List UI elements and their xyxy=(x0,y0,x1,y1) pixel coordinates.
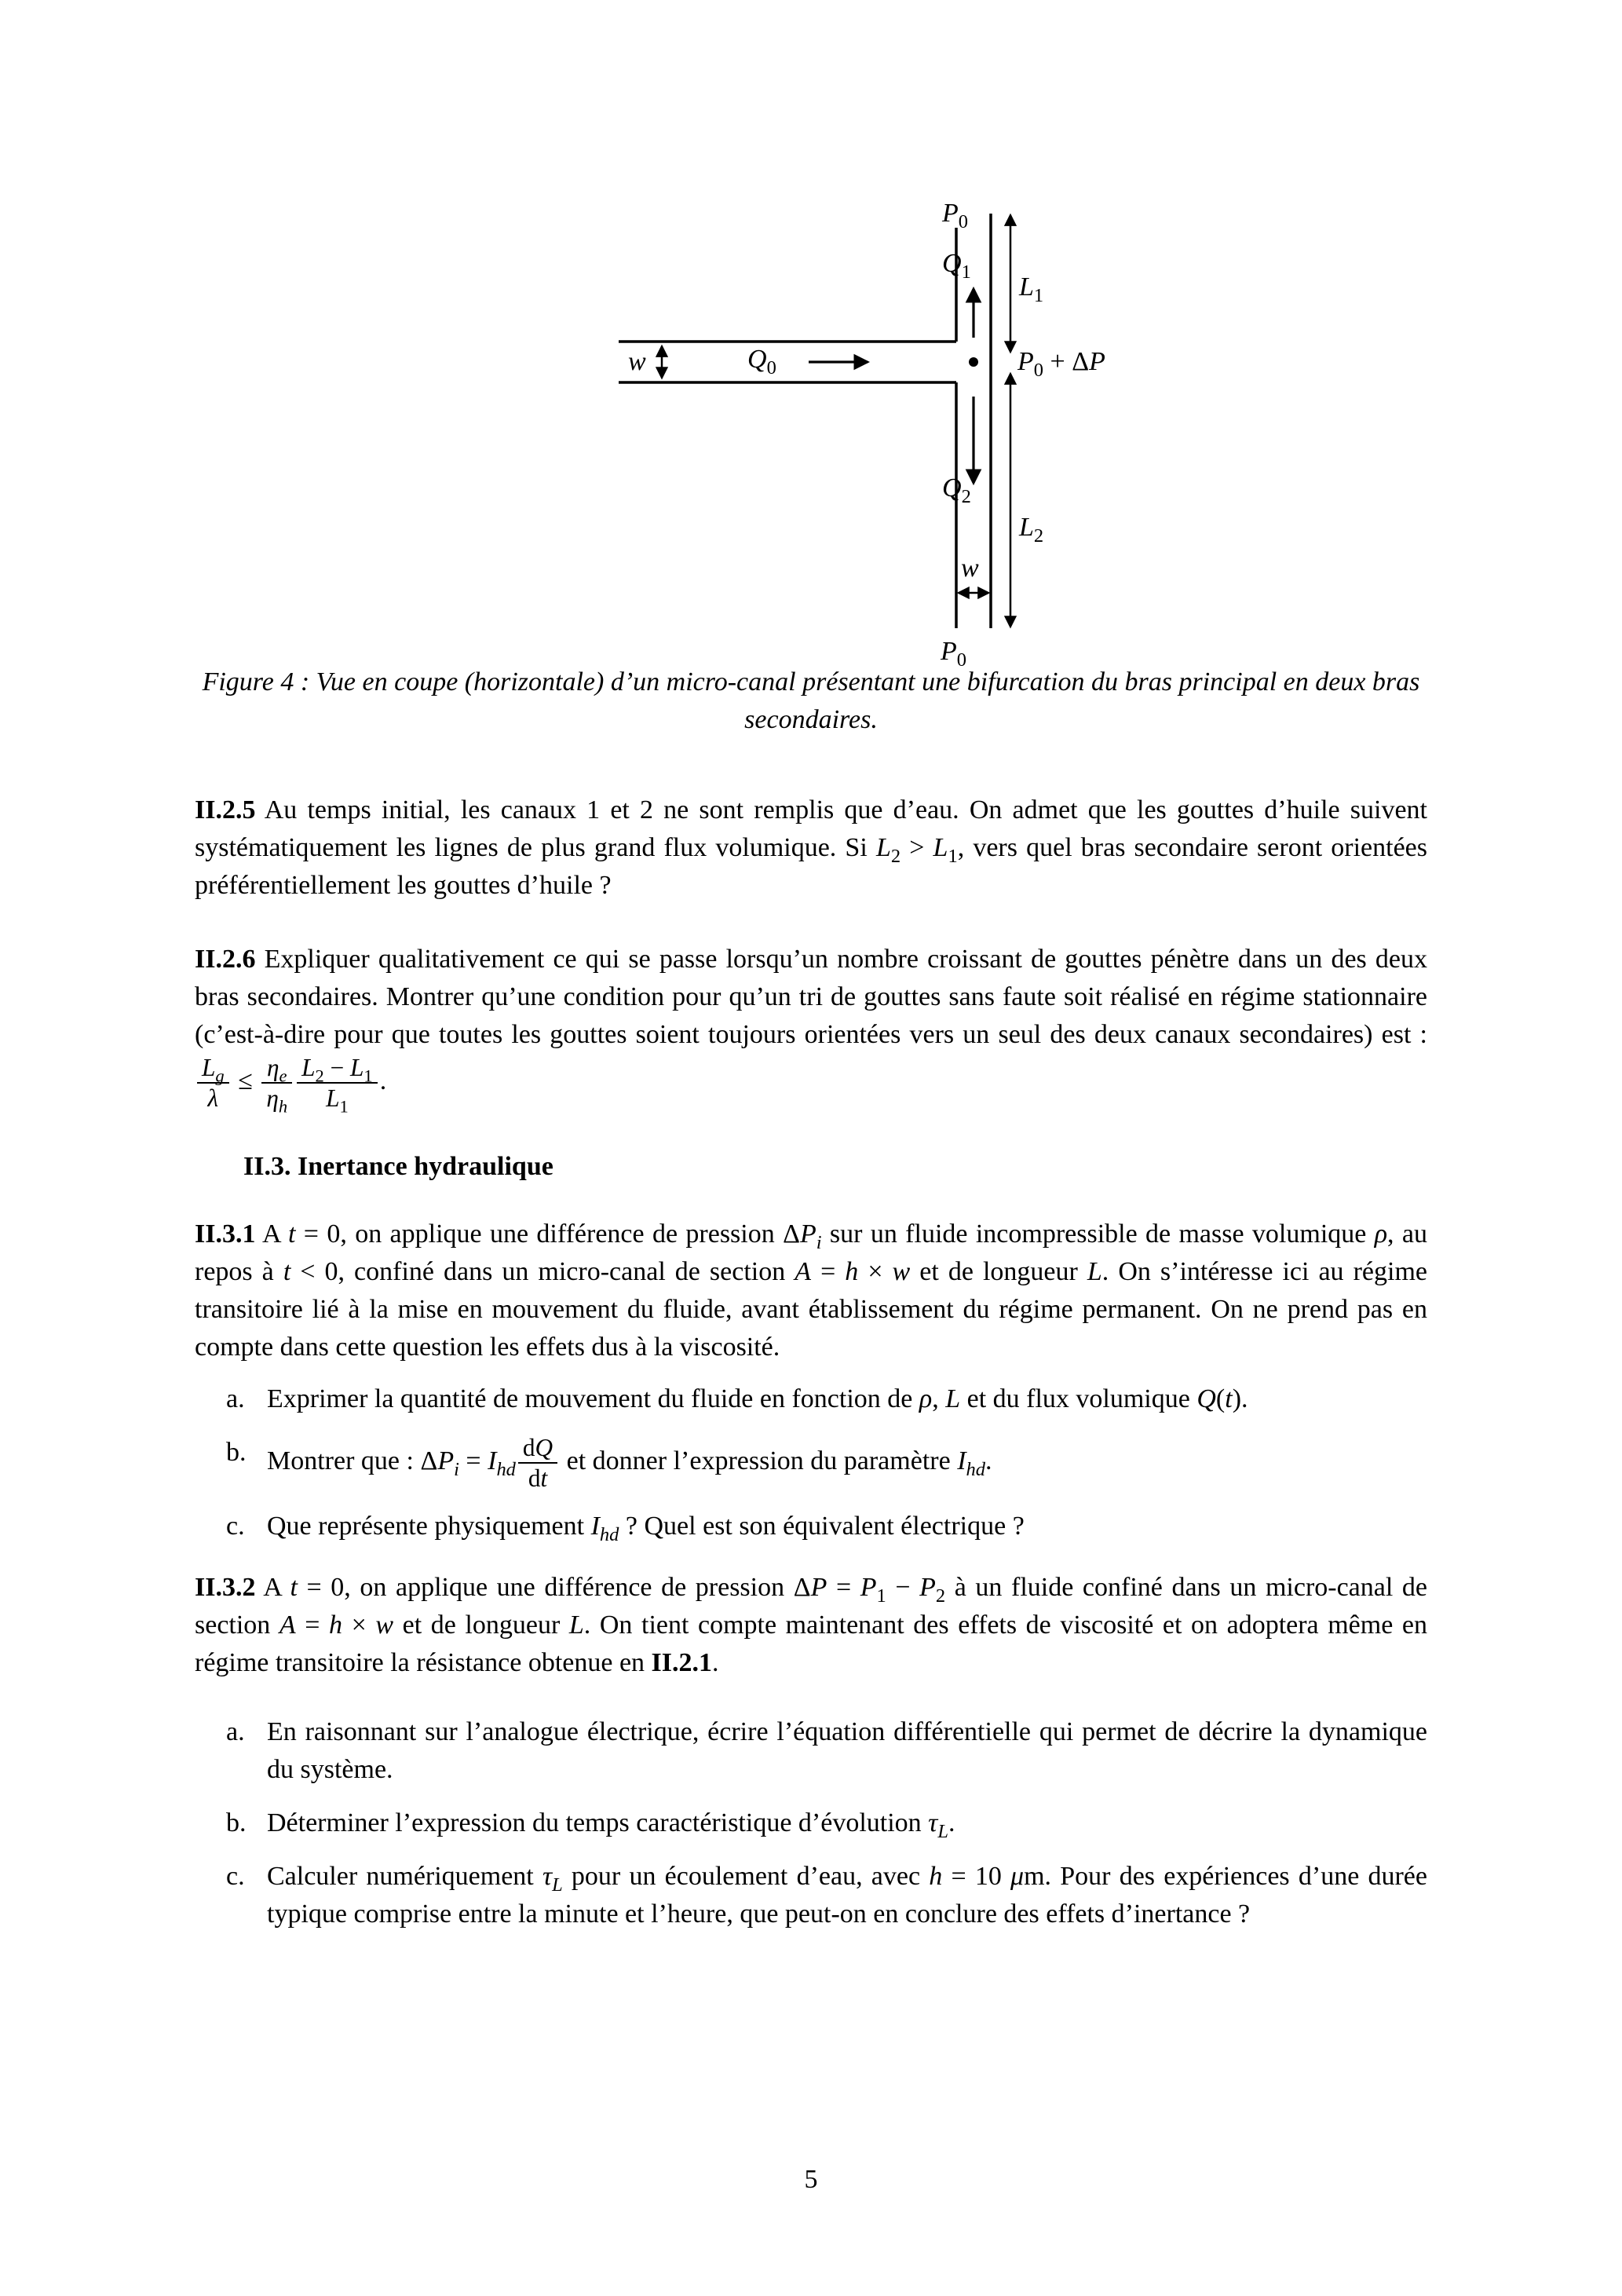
label-length-l2: $L_2$ xyxy=(1019,513,1044,547)
list-item-marker: a. xyxy=(226,1717,245,1747)
list-item-text: En raisonnant sur l’analogue électrique, écrire l’équation différentielle qui permet de décrire la dynamique du système. xyxy=(267,1717,1427,1785)
list-item-II31-c xyxy=(195,1508,1427,1545)
list-item-text: Montrer que : $\Delta P_i = I_{hd}$ $\frac{dQ}{dt}$ et donner l’expression du paramètre $I_{hd}$. xyxy=(267,1434,992,1493)
question-II32: II.3.2 A t = 0, on applique une différence de pression $\Delta P = P_1 - P_2$ à un fluide confiné dans un micro-canal de section A = h × w et de longueur L. On tient compte maintenant des effets de viscosité et on adoptera même en régime transitoire la résistance obtenue en II.2.1. xyxy=(195,1573,1427,1678)
channel-walls xyxy=(619,214,991,628)
label-flow-q0: $Q_0$ xyxy=(747,345,776,378)
list-item-text: Que représente physiquement $I_{hd}$ ? Quel est son équivalent électrique ? xyxy=(267,1512,1025,1545)
label-length-l1: $L_1$ xyxy=(1019,272,1044,306)
label-flow-q1: $Q_1$ xyxy=(942,249,971,283)
figure-4-diagram xyxy=(0,0,1622,671)
list-item-text: Calculer numériquement $\tau_L$ pour un écoulement d’eau, avec h = 10 μm. Pour des expériences d’une durée typique comprise entre la minute et l’heure, que peut-on en conclure des effets d’inertance ? xyxy=(267,1862,1427,1929)
page-number: 5 xyxy=(804,2165,818,2194)
junction-dot xyxy=(969,357,978,367)
list-item-marker: a. xyxy=(226,1384,245,1414)
list-item-II32-a xyxy=(195,1713,1427,1789)
list-item-marker: b. xyxy=(226,1808,247,1838)
section-heading-II3: II.3. Inertance hydraulique xyxy=(243,1152,553,1182)
label-pressure-p0-dp: $P_0 + \Delta P$ xyxy=(1017,347,1105,381)
list-item-marker: b. xyxy=(226,1438,247,1468)
figure-caption: Figure 4 : Vue en coupe (horizontale) d’un micro-canal présentant une bifurcation du bras principal en deux bras secondaires. xyxy=(202,667,1420,734)
label-pressure-p0-bottom: $P_0$ xyxy=(941,637,967,671)
list-item-text: Déterminer l’expression du temps caractéristique d’évolution $\tau_L$. xyxy=(267,1808,955,1842)
list-item-II32-b xyxy=(195,1804,1427,1842)
list-item-text: Exprimer la quantité de mouvement du fluide en fonction de ρ, L et du flux volumique Q(t). xyxy=(267,1384,1248,1414)
label-flow-q2: $Q_2$ xyxy=(942,473,971,507)
question-II25: II.2.5 Au temps initial, les canaux 1 et 2 ne sont remplis que d’eau. On admet que les gouttes d’huile suivent systématiquement les lignes de plus grand flux volumique. Si $L_2 > L_1$, vers quel bras secondaire seront orientées préférentiellement les gouttes d’huile ? xyxy=(195,795,1428,900)
question-II31: II.3.1 A t = 0, on applique une différence de pression $\Delta P_i$ sur un fluide incompressible de masse volumique ρ, au repos à t < 0, confiné dans un micro-canal de section A = h × w et de longueur L. On s’intéresse ici au régime transitoire lié à la mise en mouvement du fluide, avant établissement du régime permanent. On ne prend pas en compte dans cette question les effets dus à la viscosité. xyxy=(195,1219,1427,1362)
list-item-II32-c xyxy=(195,1858,1427,1933)
document-body xyxy=(195,792,1427,1949)
flow-arrows xyxy=(809,289,974,483)
list-item-II31-b xyxy=(195,1434,1427,1492)
label-width-w-bottom: w xyxy=(961,554,979,583)
list-item-marker: c. xyxy=(226,1512,245,1541)
list-item-marker: c. xyxy=(226,1862,245,1892)
label-pressure-p0-top: $P_0$ xyxy=(942,199,969,232)
microchannel-schematic xyxy=(612,196,1083,664)
label-width-w-left: w xyxy=(628,347,646,376)
list-item-II31-a xyxy=(195,1380,1427,1418)
question-II26: II.2.6 Expliquer qualitativement ce qui se passe lorsqu’un nombre croissant de gouttes pénètre dans un des deux bras secondaires. Montrer qu’une condition pour qu’un tri de gouttes sans faute soit réalisé en régime stationnaire (c’est-à-dire pour que toutes les gouttes soient toujours orientées vers un seul des deux canaux secondaires) est : $\frac{L_g}{\lambda}$ ≤ $\frac{\eta_e}{\eta_h}$ $\frac{L_2 - L_1}{L_1}$ . xyxy=(195,945,1427,1117)
